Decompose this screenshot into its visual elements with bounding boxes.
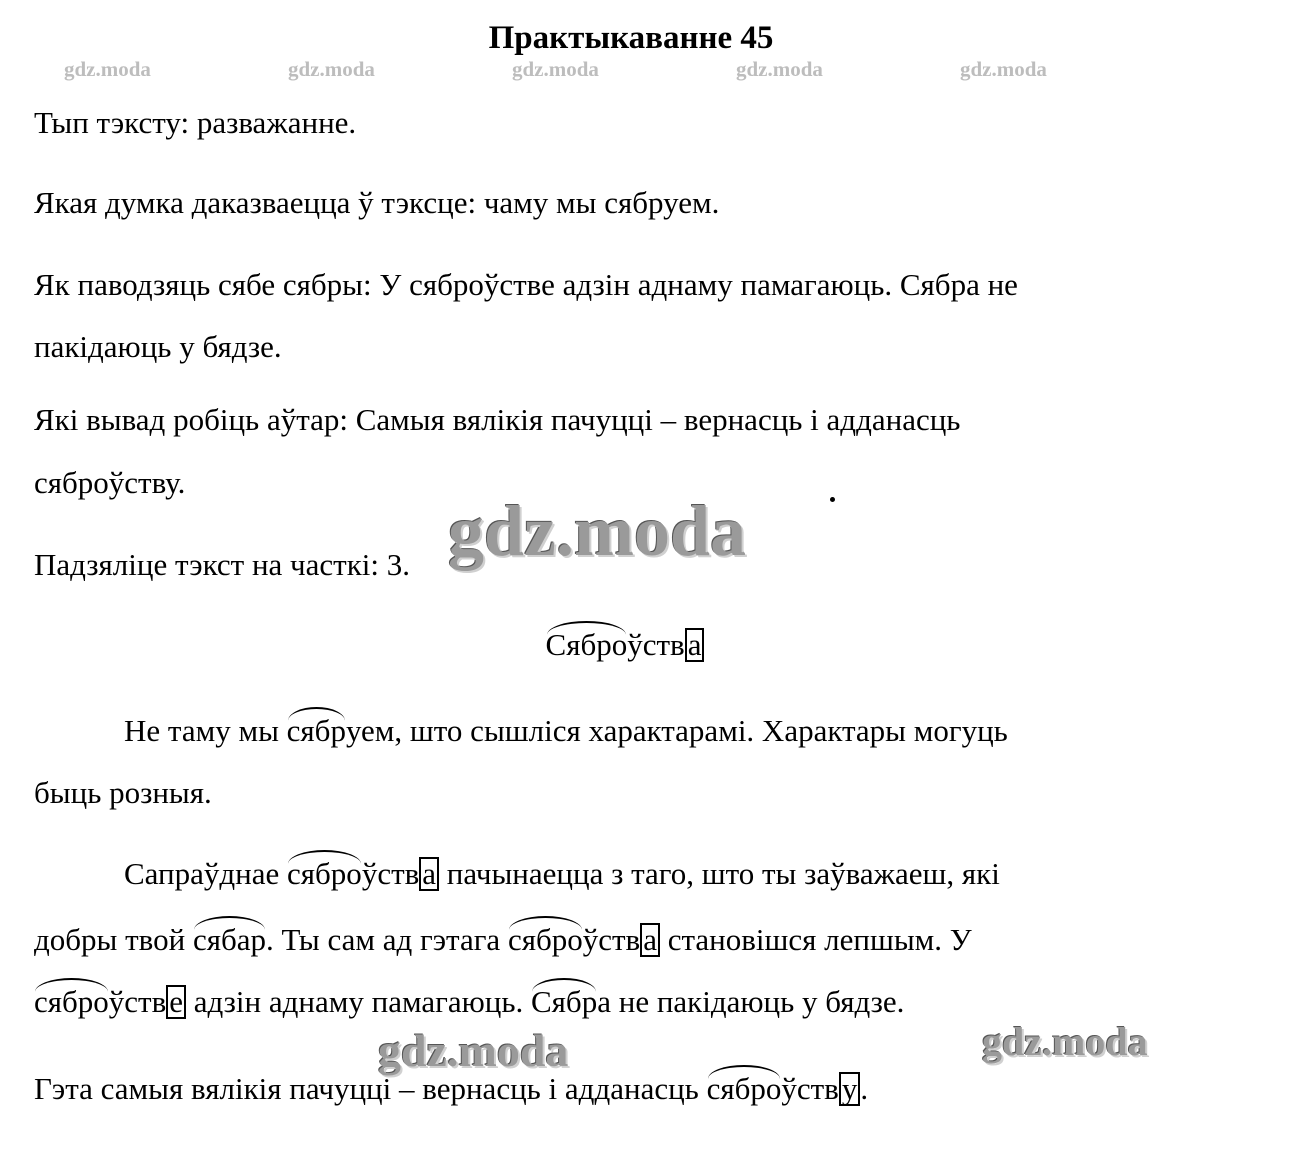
word-root: сябро <box>34 982 109 1022</box>
word-suffix: ўств <box>108 984 167 1019</box>
text-fragment: Сапраўднае <box>124 856 288 891</box>
watermark-bottom-left: gdz.moda <box>378 1025 569 1076</box>
paragraph-line <box>124 854 1000 894</box>
answer-conclusion-line: сяброўству. <box>34 465 186 500</box>
answer-conclusion-line: Які вывад робіць аўтар: Самыя вялікія пачуцці – вернасць і адданасць <box>34 402 961 437</box>
watermark-text: gdz.moda <box>736 57 823 81</box>
word-root: сябро <box>707 1069 782 1109</box>
word-ending: е <box>166 985 186 1019</box>
word-suffix: ўств <box>361 856 420 891</box>
watermark-bottom-right: gdz.moda <box>982 1019 1148 1064</box>
text-fragment: пачынаецца з таго, што ты заўважаеш, які <box>439 856 1000 891</box>
word-suffix: ўств <box>627 627 685 662</box>
text-fragment: Гэта самыя вялікія пачуцці – вернасць і адданасць <box>34 1071 707 1106</box>
word-root: сябар <box>193 920 266 960</box>
stray-dot <box>830 497 835 502</box>
word-ending: у <box>839 1072 861 1106</box>
word-root: Сябр <box>531 982 597 1022</box>
text-fragment: . <box>860 1071 869 1106</box>
answer-behavior-line: Як паводзяць сябе сябры: У сяброўстве адзін аднаму памагаюць. Сябра не <box>34 267 1018 302</box>
word-ending: а <box>685 628 705 662</box>
word-suffix: ўств <box>582 922 641 957</box>
watermark-text: gdz.moda <box>960 57 1047 81</box>
text-fragment: Не таму мы <box>124 713 287 748</box>
answer-main-idea: Якая думка даказваецца ў тэксце: чаму мы сябруем. <box>34 185 720 220</box>
watermark-text: gdz.moda <box>288 57 375 81</box>
watermark-text: gdz.moda <box>64 57 151 81</box>
text-fragment: уем, што сышліся характарамі. Характары могуць <box>345 713 1008 748</box>
word-root: сябро <box>508 920 583 960</box>
word-root: сябро <box>287 854 362 894</box>
page-title: Практыкаванне 45 <box>488 20 774 56</box>
answer-parts: Падзяліце тэкст на часткі: 3. <box>34 547 410 582</box>
word-ending: а <box>419 857 439 891</box>
text-fragment: добры твой <box>34 922 193 957</box>
paragraph-line <box>124 711 1008 751</box>
answer-behavior-line: пакідаюць у бядзе. <box>34 329 282 364</box>
paragraph-line <box>34 920 972 960</box>
text-fragment: а не пакідаюць у бядзе. <box>597 984 905 1019</box>
text-heading <box>0 625 1250 665</box>
word-root: сябр <box>287 711 346 751</box>
word-suffix: ўств <box>781 1071 839 1106</box>
text-fragment: . Ты сам ад гэтага <box>266 922 508 957</box>
text-fragment: адзін аднаму памагаюць. <box>186 984 531 1019</box>
word-root: Сябро <box>546 625 628 665</box>
watermark-large: gdz.moda <box>448 491 747 571</box>
answer-text-type: Тып тэксту: разважанне. <box>34 105 357 140</box>
text-fragment: становішся лепшым. У <box>659 922 972 957</box>
watermark-text: gdz.moda <box>512 57 599 81</box>
paragraph-line <box>34 982 904 1022</box>
paragraph-line: быць розныя. <box>34 775 212 810</box>
word-ending: а <box>640 923 660 957</box>
